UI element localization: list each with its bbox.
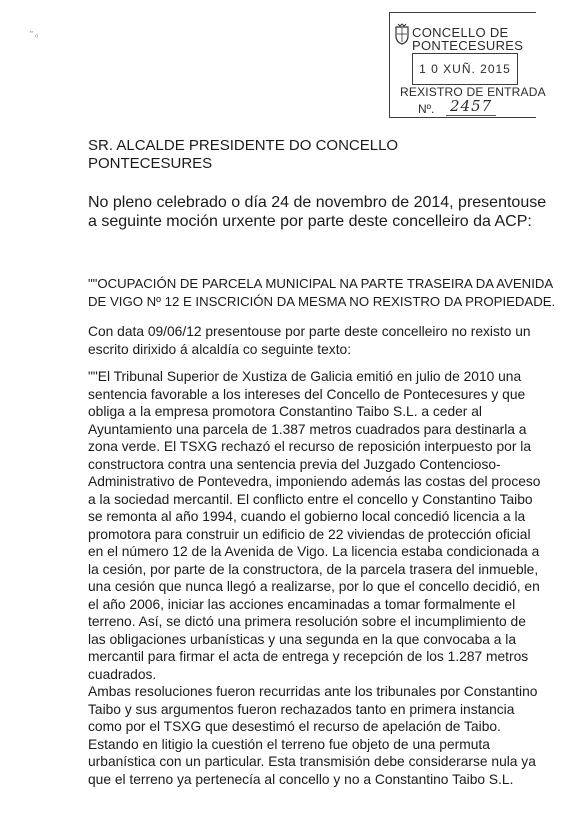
quote-line: como por el TSXG que desestimó el recurso de apelación de Taibo. <box>88 719 501 734</box>
quote-line: terreno. Así, se dictó una primera resolución sobre el incumplimiento de <box>88 614 526 629</box>
context-paragraph <box>88 323 531 358</box>
paragraph-line: escrito dirixido á alcaldía co seguinte texto: <box>88 341 352 357</box>
quote-line: las obligaciones urbanísticas y una segunda en la que convocaba a la <box>88 631 516 647</box>
stamp-org-line1: CONCELLO DE <box>412 25 509 40</box>
quote-line: el año 2006, iniciar las acciones encaminadas a tomar formalmente el <box>88 596 516 612</box>
intro-line: a seguinte moción urxente por parte deste concelleiro da ACP: <box>88 213 532 230</box>
quote-line: en el número 12 de la Avenida de Vigo. La licencia estaba condicionada a <box>88 544 540 559</box>
addressee-line: SR. ALCALDE PRESIDENTE DO CONCELLO <box>88 137 399 154</box>
motion-title-line: DE VIGO Nº 12 E INSCRICIÓN DA MESMA NO REXISTRO DA PROPIEDADE. <box>88 293 556 309</box>
quote-line: Estando en litigio la cuestión el terreno fue objeto de una permuta <box>88 736 490 752</box>
addressee-block <box>88 137 398 172</box>
quote-line: a la sociedad mercantil. El conflicto entre el concello y Constantino Taibo <box>88 491 533 507</box>
quote-line: mercantil para firmar el acta de entrega y recepción de los 1.287 metros <box>88 649 529 664</box>
quote-line: ""El Tribunal Superior de Xustiza de Galicia emitió en julio de 2010 una <box>88 369 522 384</box>
scan-specks: " ₒ <box>30 30 39 39</box>
quote-line: Taibo y sus argumentos fueron rechazados tanto en primera instancia <box>88 701 515 717</box>
quote-line: zona verde. El TSXG rechazó el recurso de reposición interpuesto por la <box>88 439 532 454</box>
addressee-line: PONTECESURES <box>88 154 213 172</box>
quote-line: la cesión, por parte de la constructora, de la parcela trasera del inmueble, <box>88 561 539 577</box>
quote-line: cuadrados. <box>88 666 157 682</box>
stamp-register-label: REXISTRO DE ENTRADA <box>400 85 546 99</box>
quote-line: una cesión que nunca llegó a realizarse, por lo que el concello decidió, en <box>88 579 540 594</box>
quote-line: urbanística con un particular. Esta transmisión debe considerarse nula ya <box>88 754 536 769</box>
motion-title-line: ""OCUPACIÓN DE PARCELA MUNICIPAL NA PARTE TRASEIRA DA AVENIDA <box>88 276 554 291</box>
registry-stamp <box>389 12 546 118</box>
quote-line: promotora para construir un edificio de 22 viviendas de protección oficial <box>88 526 531 542</box>
stamp-handwritten-number: 2457 <box>446 97 496 116</box>
quote-line: que el terreno ya pertenecía al concello y no a Constantino Taibo S.L. <box>88 771 514 787</box>
quote-line: Ayuntamiento una parcela de 1.387 metros cuadrados para destinarla a <box>88 421 527 437</box>
stamp-number-label: Nº. <box>418 102 435 116</box>
stamp-date: 1 0 XUÑ. 2015 <box>412 53 518 85</box>
motion-title <box>88 275 555 310</box>
quote-line: Administrativo de Pontevedra, imponiendo además las costas del proceso <box>88 474 541 489</box>
coat-of-arms-icon <box>394 23 410 45</box>
quote-line: obliga a la empresa promotora Constantino Taibo S.L. a ceder al <box>88 404 482 419</box>
quote-line: se remonta al año 1994, cuando el gobierno local concedió licencia a la <box>88 509 526 524</box>
intro-line: No pleno celebrado o día 24 de novembro de 2014, presentouse <box>88 194 547 211</box>
intro-paragraph <box>88 193 546 231</box>
quoted-text <box>88 368 540 788</box>
stamp-org-line2: PONTECESURES <box>412 38 524 53</box>
quote-line: sentencia favorable a los intereses del Concello de Pontecesures y que <box>88 386 526 402</box>
paragraph-line: Con data 09/06/12 presentouse por parte deste concelleiro no rexisto un <box>88 324 531 339</box>
quote-line: Ambas resoluciones fueron recurridas ante los tribunales por Constantino <box>88 684 538 699</box>
quote-line: constructora contra una sentencia previa del Juzgado Contencioso- <box>88 456 501 472</box>
